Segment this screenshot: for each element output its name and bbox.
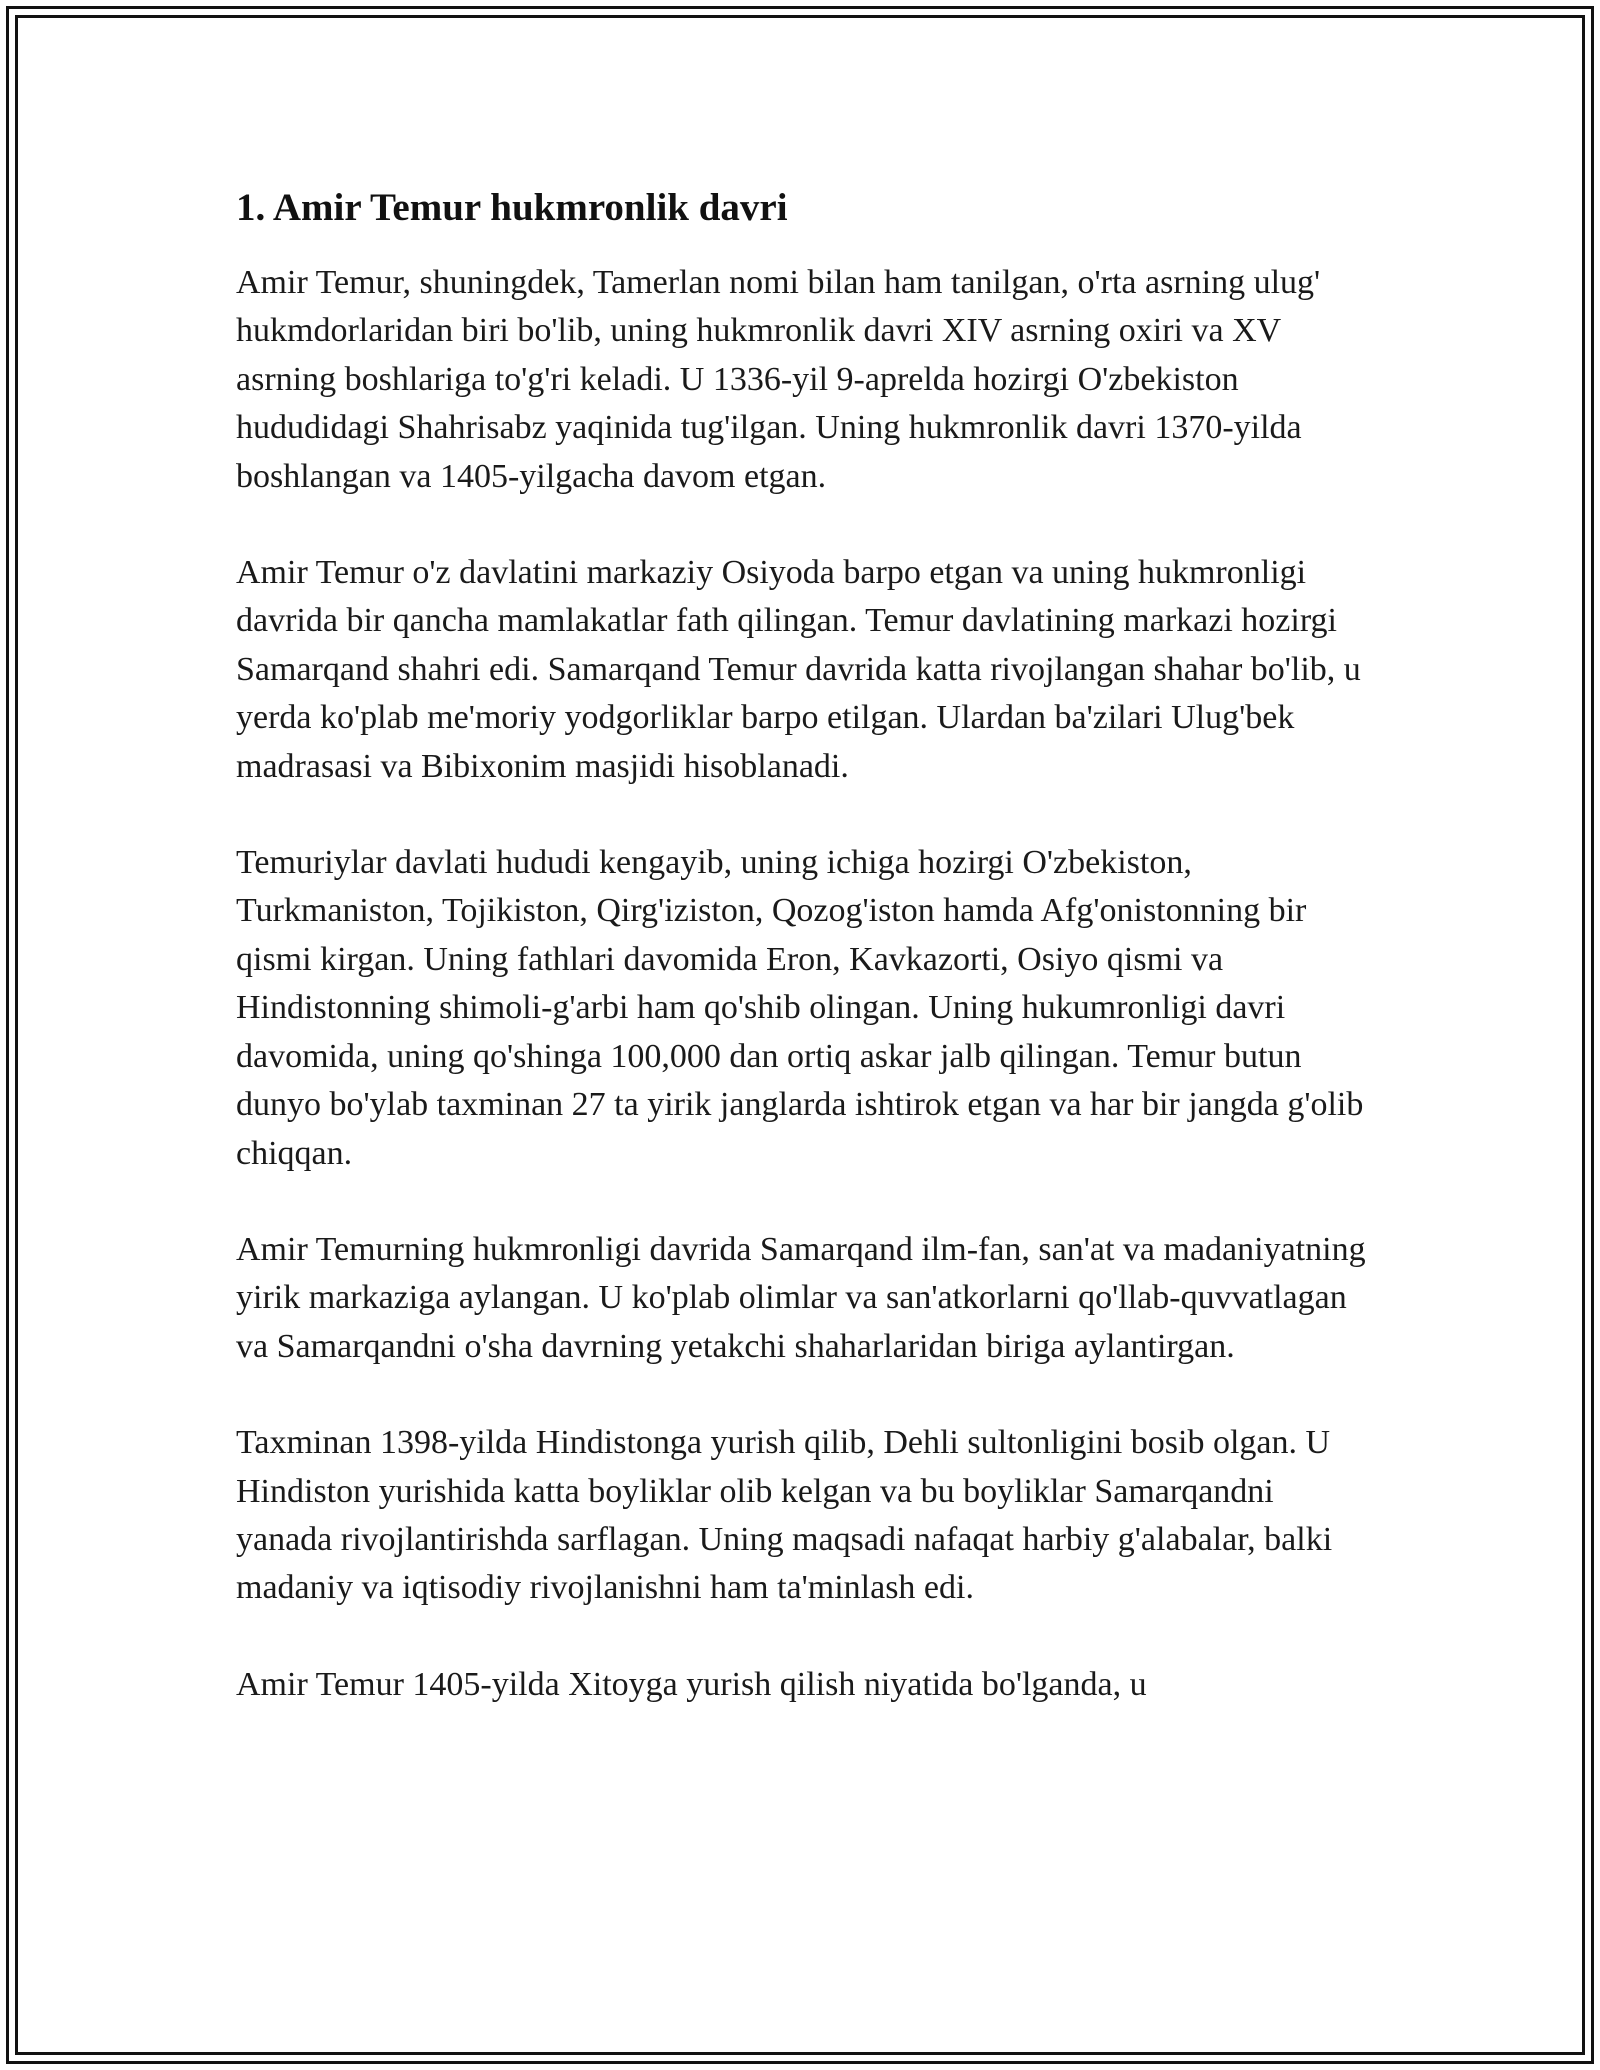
- document-body: [236, 184, 1366, 1757]
- paragraph-3: Temuriylar davlati hududi kengayib, uning ichiga hozirgi O'zbekiston, Turkmaniston, Tojikiston, Qirg'iziston, Qozog'iston hamda Afg'onistonning bir qismi kirgan. Uning fathlari davomida Eron, Kavkazorti, Osiyo qismi va Hindistonning shimoli-g'arbi ham qo'shib olingan. Uning hukumronligi davri davomida, uning qo'shinga 100,000 dan ortiq askar jalb qilingan. Temur butun dunyo bo'ylab taxminan 27 ta yirik janglarda ishtirok etgan va har bir jangda g'olib chiqqan.: [236, 844, 1364, 1172]
- section-heading: 1. Amir Temur hukmronlik davri: [236, 186, 788, 229]
- paragraph-6: Amir Temur 1405-yilda Xitoyga yurish qilish niyatida bo'lganda, u: [236, 1665, 1147, 1703]
- paragraph-4: Amir Temurning hukmronligi davrida Samarqand ilm-fan, san'at va madaniyatning yirik markaziga aylangan. U ko'plab olimlar va san'atkorlarni qo'llab-quvvatlagan va Samarqandni o'sha davrning yetakchi shaharlaridan biriga aylantirgan.: [236, 1230, 1366, 1365]
- paragraph-5: Taxminan 1398-yilda Hindistonga yurish qilib, Dehli sultonligini bosib olgan. U Hindiston yurishida katta boyliklar olib kelgan va bu boyliklar Samarqandni yanada rivojlantirishda sarflagan. Uning maqsadi nafaqat harbiy g'alabalar, balki madaniy va iqtisodiy rivojlanishni ham ta'minlash edi.: [236, 1424, 1333, 1607]
- paragraph-1: Amir Temur, shuningdek, Tamerlan nomi bilan ham tanilgan, o'rta asrning ulug' hukmdorlaridan biri bo'lib, uning hukmronlik davri XIV asrning oxiri va XV asrning boshlariga to'g'ri keladi. U 1336-yil 9-aprelda hozirgi O'zbekiston hududidagi Shahrisabz yaqinida tug'ilgan. Uning hukmronlik davri 1370-yilda boshlangan va 1405-yilgacha davom etgan.: [236, 264, 1321, 495]
- paragraph-2: Amir Temur o'z davlatini markaziy Osiyoda barpo etgan va uning hukmronligi davrida bir qancha mamlakatlar fath qilingan. Temur davlatining markazi hozirgi Samarqand shahri edi. Samarqand Temur davrida katta rivojlangan shahar bo'lib, u yerda ko'plab me'moriy yodgorliklar barpo etilgan. Ulardan ba'zilari Ulug'bek madrasasi va Bibixonim masjidi hisoblanadi.: [236, 554, 1361, 785]
